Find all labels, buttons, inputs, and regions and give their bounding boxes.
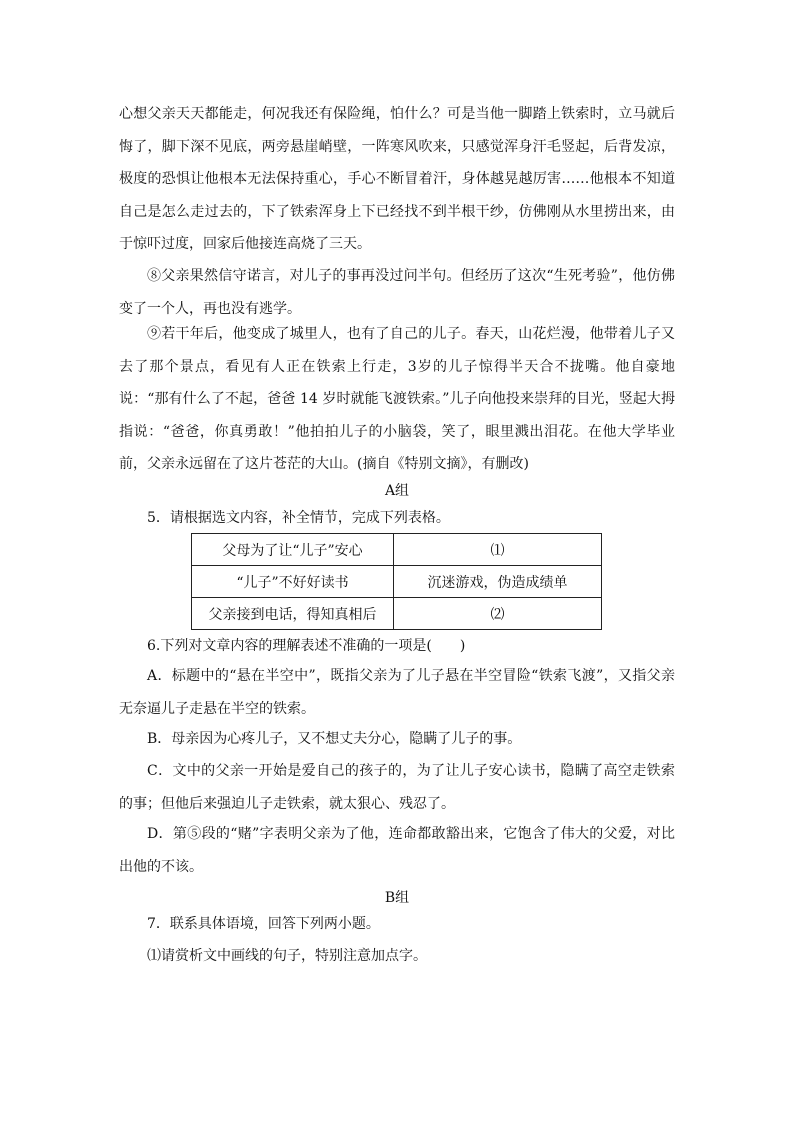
table-cell: 沉迷游戏，伪造成绩单: [394, 566, 602, 598]
paragraph-8: ⑧父亲果然信守诺言，对儿子的事再没过问半句。但经历了这次“生死考验”，他仿佛变了一个人，再也没有逃学。: [119, 268, 675, 317]
option-d: D．第⑤段的“赌”字表明父亲为了他，连命都敢豁出来，它饱含了伟大的父爱，对比出他的不该。: [119, 826, 675, 875]
table-cell: ⑵: [394, 598, 602, 630]
table-cell: 父母为了让“儿子”安心: [192, 534, 394, 566]
question-5: 5．请根据选文内容，补全情节，完成下列表格。: [147, 510, 450, 526]
option-a: A．标题中的“悬在半空中”，既指父亲为了儿子悬在半空冒险“铁索飞渡”，又指父亲无奈逼儿子走悬在半空的铁索。: [119, 668, 675, 717]
table-row: [192, 598, 602, 630]
plot-table: [191, 533, 602, 630]
question-7-1: ⑴请赏析文中画线的句子，特别注意加点字。: [147, 948, 427, 964]
table-cell: 父亲接到电话，得知真相后: [192, 598, 394, 630]
table-cell: “儿子”不好好读书: [192, 566, 394, 598]
table-row: [192, 566, 602, 598]
option-b: B．母亲因为心疼儿子，又不想丈夫分心，隐瞒了儿子的事。: [147, 731, 522, 747]
question-6: 6.下列对文章内容的理解表述不准确的一项是( ): [147, 638, 466, 654]
paragraph-9: ⑨若干年后，他变成了城里人，也有了自己的儿子。春天，山花烂漫，他带着儿子又去了那个景点，看见有人正在铁索上行走，3岁的儿子惊得半天合不拢嘴。他自豪地说：“那有什么了不起，爸爸 14 岁时就能飞渡铁索。”儿子向他投来崇拜的目光，竖起大拇指说：“爸爸，你真勇敢！”他拍拍儿子的小脑袋，笑了，眼里溅出泪花。在他大学毕业前，父亲永远留在了这片苍茫的大山。(摘自《特别文摘》，有删改): [119, 326, 675, 472]
group-a-heading: A组: [384, 483, 410, 499]
table-cell: ⑴: [394, 534, 602, 566]
option-c: C．文中的父亲一开始是爱自己的孩子的，为了让儿子安心读书，隐瞒了高空走铁索的事；但他后来强迫儿子走铁索，就太狠心、残忍了。: [119, 763, 675, 812]
table-row: [192, 534, 602, 566]
question-7: 7．联系具体语境，回答下列两小题。: [147, 916, 380, 932]
group-b-heading: B组: [384, 890, 410, 906]
paragraph-continued: 心想父亲天天都能走，何况我还有保险绳，怕什么？可是当他一脚踏上铁索时，立马就后悔了，脚下深不见底，两旁悬崖峭壁，一阵寒风吹来，只感觉浑身汗毛竖起，后背发凉，极度的恐惧让他根本无法保持重心，手心不断冒着汗，身体越晃越厉害……他根本不知道自己是怎么走过去的，下了铁索浑身上下已经找不到半根干纱，仿佛刚从水里捞出来，由于惊吓过度，回家后他接连高烧了三天。: [119, 106, 675, 252]
